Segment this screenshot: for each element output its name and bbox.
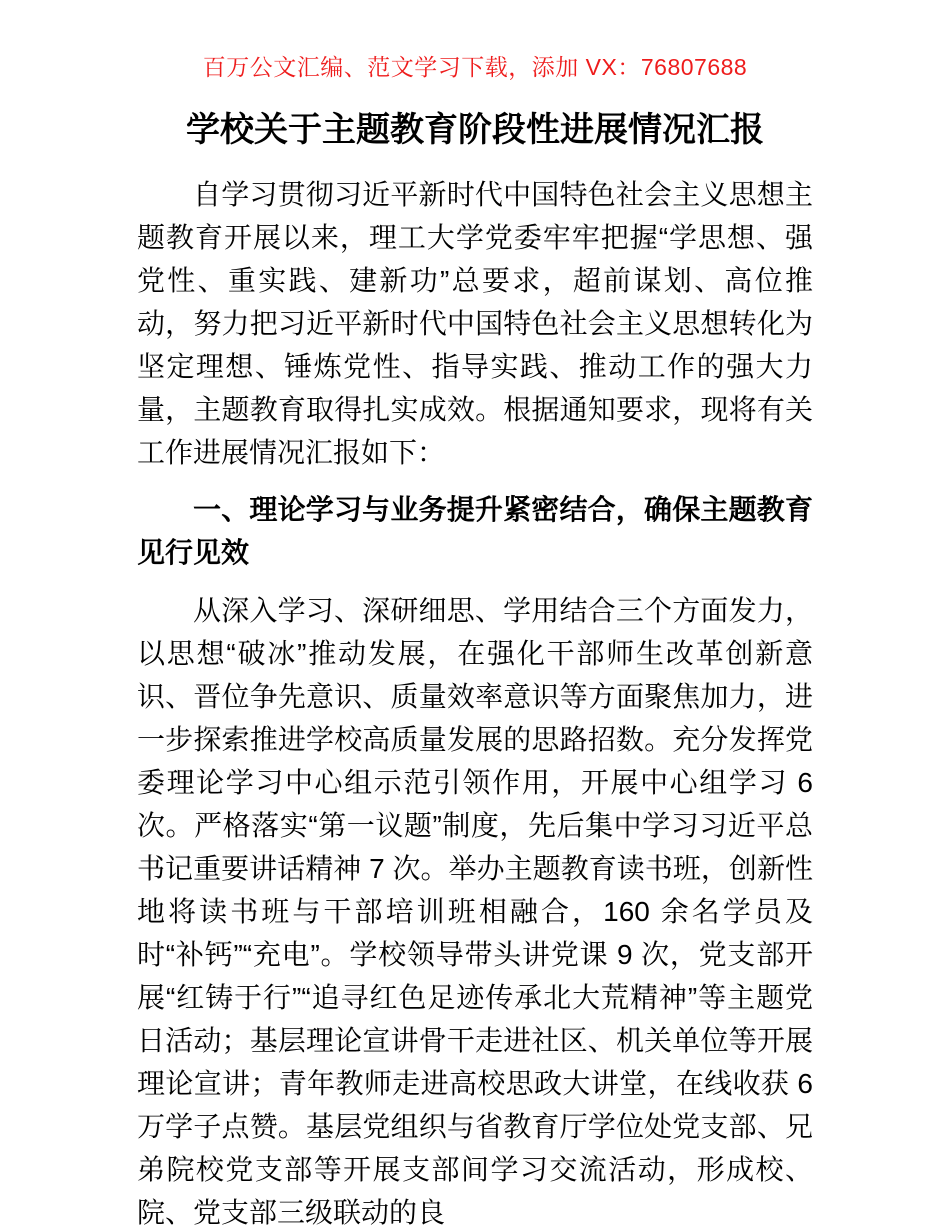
promo-watermark-text: 百万公文汇编、范文学习下载，添加 VX：76807688: [202, 54, 748, 80]
paragraph-section-1-content: 从深入学习、深研细思、学用结合三个方面发力，以思想“破冰”推动发展，在强化干部师生改革创新意识、晋位争先意识、质量效率意识等方面聚焦加力，进一步探索推进学校高质量发展的思路招数。充分发挥党委理论学习中心组示范引领作用，开展中心组学习 6 次。严格落实“第一议题”制度，先后集中学习习近平总书记重要讲话精神 7 次。举办主题教育读书班，创新性地将读书班与干部培训班相融合，160 余名学员及时“补钙”“充电”。学校领导带头讲党课 9 次，党支部开展“红铸于行”“追寻红色足迹传承北大荒精神”等主题党日活动；基层理论宣讲骨干走进社区、机关单位等开展理论宣讲；青年教师走进高校思政大讲堂，在线收获 6 万学子点赞。基层党组织与省教育厅学位处党支部、兄弟院校党支部等开展支部间学习交流活动，形成校、院、党支部三级联动的良: [137, 595, 813, 1228]
document-title: 学校关于主题教育阶段性进展情况汇报: [186, 111, 764, 149]
document-body: [137, 173, 813, 1230]
paragraph-intro: 自学习贯彻习近平新时代中国特色社会主义思想主题教育开展以来，理工大学党委牢牢把握“学思想、强党性、重实践、建新功”总要求，超前谋划、高位推动，努力把习近平新时代中国特色社会主义思想转化为坚定理想、锤炼党性、指导实践、推动工作的强大力量，主题教育取得扎实成效。根据通知要求，现将有关工作进展情况汇报如下：: [137, 179, 813, 468]
section-heading-1: 一、理论学习与业务提升紧密结合，确保主题教育见行见效: [137, 494, 813, 568]
